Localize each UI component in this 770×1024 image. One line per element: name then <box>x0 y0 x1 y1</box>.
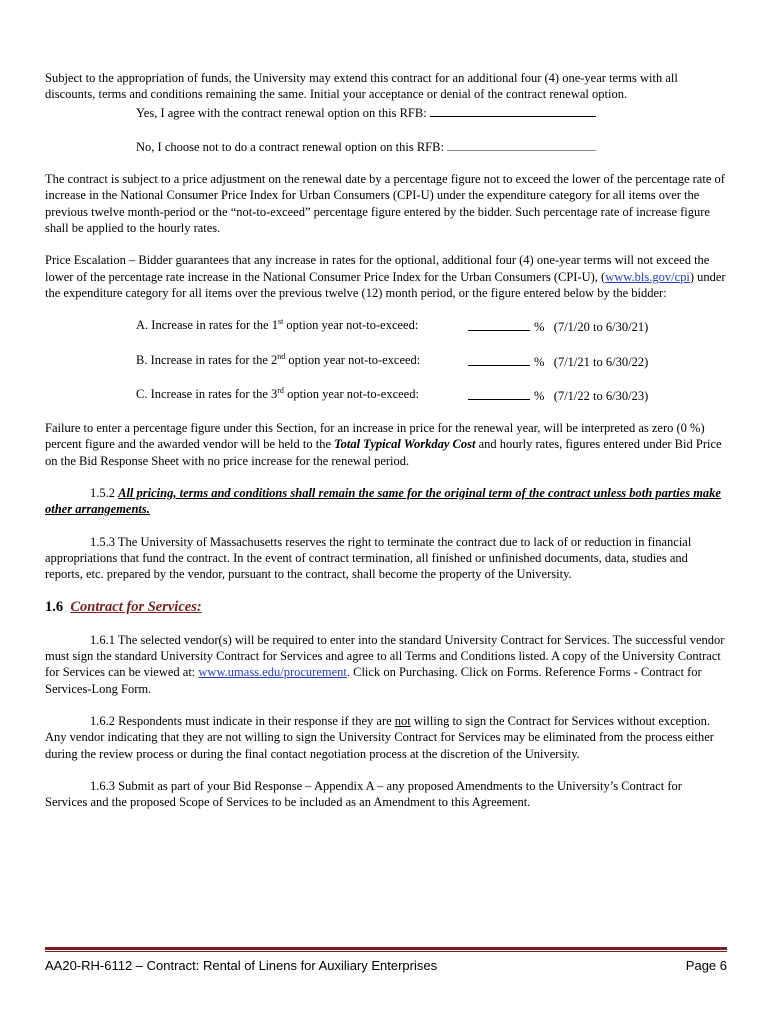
renewal-yes-line <box>45 103 727 121</box>
renewal-no-blank[interactable] <box>447 137 596 151</box>
failure-paragraph: Failure to enter a percentage figure under this Section, for an increase in price for the renewal year, will be interpreted as zero (0 %) percent figure and the awarded vendor will be held to the Total Typical Workday Cost and hourly rates, figures entered under Bid Price on the Bid Response Sheet with no price increase for the renewal period. <box>45 421 722 468</box>
option-a-blank[interactable] <box>468 317 530 331</box>
option-a-period: (7/1/20 to 6/30/21) <box>553 320 649 335</box>
section-1-6-3: 1.6.3 Submit as part of your Bid Response – Appendix A – any proposed Amendments to the University’s Contract for Services and the proposed Scope of Services to be included as an Amendment to this Agreement. <box>45 778 682 810</box>
total-typical-workday-cost: Total Typical Workday Cost <box>334 437 476 452</box>
section-1-6-2: 1.6.2 Respondents must indicate in their response if they are not willing to sign the Contract for Services without exception. Any vendor indicating that they are not willing to sign the University Contract for Services may be eliminated from the process either during the review process or during the final contact negotiation process at the discretion of the University. <box>45 714 714 761</box>
renewal-yes-label: Yes, I agree with the contract renewal option on this RFB: <box>136 105 427 120</box>
section-1-5-3: 1.5.3 The University of Massachusetts reserves the right to terminate the contract due to lack of or reduction in financial appropriations that fund the contract. In the event of contract termination, all finished or unfinished documents, data, studies and reports, etc. prepared by the vendor, pursuant to the contract, shall become the property of the University. <box>45 534 692 582</box>
section-1-6-heading: 1.6 Contract for Services: <box>45 598 202 615</box>
footer-rule <box>45 947 727 950</box>
option-row-c: C. Increase in rates for the 3rd option year not-to-exceed: % (7/1/22 to 6/30/23) <box>136 385 649 403</box>
section-1-6-1: 1.6.1 The selected vendor(s) will be required to enter into the standard University Contract for Services. The successful vendor must sign the standard University Contract for Services and agree to all Terms and Conditions listed. A copy of the University Contract for Services can be viewed at: www.umass.edu/procurement. Click on Purchasing. Click on Forms. Reference Forms - Contract for Services-Long Form. <box>45 632 725 696</box>
renewal-no-line <box>45 137 727 155</box>
price-escalation-paragraph: Price Escalation – Bidder guarantees that any increase in rates for the optional, additional four (4) one-year terms will not exceed the lower of the percentage rate increase in the National Consumer Price Index for the Urban Consumers (CPI-U), (www.bls.gov/cpi) under the expenditure category for all items over the previous twelve (12) month period, or the figure entered below by the bidder: <box>45 253 726 300</box>
page-footer <box>45 958 727 974</box>
document-body <box>45 70 727 827</box>
renewal-intro: Subject to the appropriation of funds, the University may extend this contract for an additional four (4) one-year terms with all discounts, terms and conditions remaining the same. Initial your acceptance or denial of the contract renewal option. <box>45 71 678 102</box>
option-row-b: B. Increase in rates for the 2nd option year not-to-exceed: % (7/1/21 to 6/30/22) <box>136 351 649 369</box>
bls-cpi-link[interactable]: www.bls.gov/cpi <box>605 269 690 284</box>
option-c-period: (7/1/22 to 6/30/23) <box>553 388 649 403</box>
footer-doc-title: AA20-RH-6112 – Contract: Rental of Linens for Auxiliary Enterprises <box>45 958 438 973</box>
renewal-no-label: No, I choose not to do a contract renewal option on this RFB: <box>136 139 444 154</box>
footer-rule-thin <box>45 951 727 952</box>
price-adjustment-paragraph: The contract is subject to a price adjustment on the renewal date by a percentage figure not to exceed the lower of the percentage rate of increase in the National Consumer Price Index for Urban Consumers (CPI-U) under the expenditure category for all items over the previous twelve month-period or the “not-to-exceed” percentage figure entered by the bidder. Such percentage rate of increase figure shall be applied to the hourly rates. <box>45 172 725 236</box>
option-row-a: A. Increase in rates for the 1st option year not-to-exceed: % (7/1/20 to 6/30/21) <box>136 317 649 335</box>
option-c-blank[interactable] <box>468 386 530 400</box>
option-b-period: (7/1/21 to 6/30/22) <box>553 354 649 369</box>
renewal-yes-blank[interactable] <box>430 103 596 117</box>
section-1-5-2: 1.5.2 All pricing, terms and conditions shall remain the same for the original term of the contract unless both parties make other arrangements. <box>45 486 721 517</box>
umass-procurement-link[interactable]: www.umass.edu/procurement <box>198 665 347 680</box>
option-b-blank[interactable] <box>468 352 530 366</box>
footer-page-number: Page 6 <box>685 958 727 973</box>
